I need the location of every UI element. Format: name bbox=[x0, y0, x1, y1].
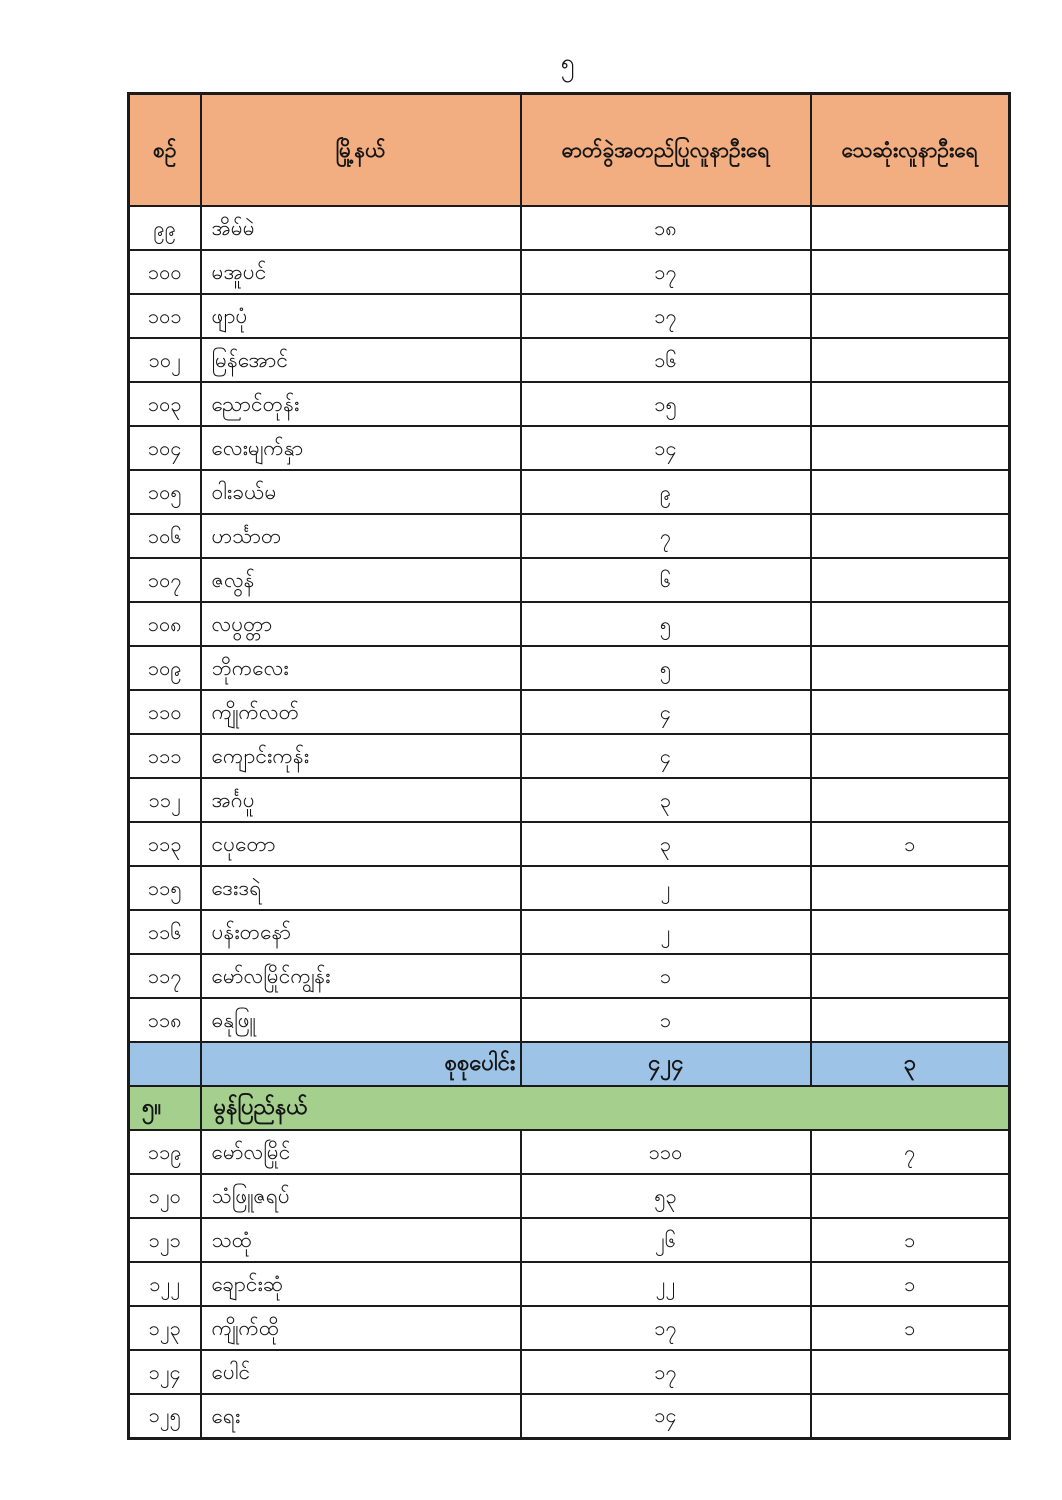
total-row bbox=[129, 1042, 1010, 1086]
serial-cell: ၁၀၆ bbox=[129, 514, 201, 558]
township-cell: သထုံ bbox=[201, 1218, 521, 1262]
confirmed-cell: ၁၈ bbox=[521, 206, 811, 250]
table-row bbox=[129, 822, 1010, 866]
table-row bbox=[129, 690, 1010, 734]
serial-cell: ၁၀၂ bbox=[129, 338, 201, 382]
serial-cell: ၁၂၅ bbox=[129, 1394, 201, 1438]
deaths-cell bbox=[811, 734, 1010, 778]
township-cell: အင်္ဂပူ bbox=[201, 778, 521, 822]
confirmed-cell: ၂၆ bbox=[521, 1218, 811, 1262]
table-row bbox=[129, 1394, 1010, 1438]
deaths-cell bbox=[811, 558, 1010, 602]
township-cell: လေးမျက်နှာ bbox=[201, 426, 521, 470]
deaths-cell bbox=[811, 514, 1010, 558]
township-cell: ကျိုက်လတ် bbox=[201, 690, 521, 734]
confirmed-cell: ၁၇ bbox=[521, 294, 811, 338]
table-header bbox=[129, 94, 1010, 207]
table-row bbox=[129, 734, 1010, 778]
total-empty-cell bbox=[129, 1042, 201, 1086]
deaths-cell bbox=[811, 294, 1010, 338]
header-row bbox=[129, 94, 1010, 207]
serial-cell: ၁၂၄ bbox=[129, 1350, 201, 1394]
serial-cell: ၁၁၇ bbox=[129, 954, 201, 998]
serial-cell: ၁၂၃ bbox=[129, 1306, 201, 1350]
serial-cell: ၁၂၀ bbox=[129, 1174, 201, 1218]
deaths-cell bbox=[811, 998, 1010, 1042]
table-row bbox=[129, 646, 1010, 690]
township-cell: ကျောင်းကုန်း bbox=[201, 734, 521, 778]
table-row bbox=[129, 338, 1010, 382]
deaths-cell bbox=[811, 910, 1010, 954]
deaths-cell: ၁ bbox=[811, 1306, 1010, 1350]
table-row bbox=[129, 294, 1010, 338]
section-title-cell: မွန်ပြည်နယ် bbox=[201, 1086, 1010, 1130]
confirmed-cell: ၄ bbox=[521, 734, 811, 778]
confirmed-cell: ၁၅ bbox=[521, 382, 811, 426]
deaths-cell: ၁ bbox=[811, 1262, 1010, 1306]
table-row bbox=[129, 470, 1010, 514]
confirmed-cell: ၁၄ bbox=[521, 1394, 811, 1438]
serial-cell: ၁၀၉ bbox=[129, 646, 201, 690]
township-cell: ညောင်တုန်း bbox=[201, 382, 521, 426]
confirmed-cell: ၆ bbox=[521, 558, 811, 602]
table-row bbox=[129, 602, 1010, 646]
township-cases-table bbox=[127, 92, 1011, 1440]
section-number-cell: ၅။ bbox=[129, 1086, 201, 1130]
serial-cell: ၁၀၀ bbox=[129, 250, 201, 294]
township-cell: မော်လမြိုင်ကျွန်း bbox=[201, 954, 521, 998]
deaths-cell: ၇ bbox=[811, 1130, 1010, 1174]
deaths-cell bbox=[811, 1350, 1010, 1394]
serial-cell: ၁၁၁ bbox=[129, 734, 201, 778]
serial-cell: ၁၀၄ bbox=[129, 426, 201, 470]
table-row bbox=[129, 1306, 1010, 1350]
township-cell: ဖျာပုံ bbox=[201, 294, 521, 338]
confirmed-cell: ၁၇ bbox=[521, 250, 811, 294]
table-row bbox=[129, 1350, 1010, 1394]
header-confirmed: ဓာတ်ခွဲအတည်ပြုလူနာဦးရေ bbox=[521, 94, 811, 207]
township-cell: လပွတ္တာ bbox=[201, 602, 521, 646]
deaths-cell bbox=[811, 1394, 1010, 1438]
serial-cell: ၁၀၈ bbox=[129, 602, 201, 646]
confirmed-cell: ၅၃ bbox=[521, 1174, 811, 1218]
serial-cell: ၁၀၅ bbox=[129, 470, 201, 514]
confirmed-cell: ၂ bbox=[521, 866, 811, 910]
serial-cell: ၁၀၃ bbox=[129, 382, 201, 426]
deaths-cell bbox=[811, 382, 1010, 426]
township-cell: သံဖြူဇရပ် bbox=[201, 1174, 521, 1218]
township-cell: ဝါးခယ်မ bbox=[201, 470, 521, 514]
deaths-cell: ၁ bbox=[811, 1218, 1010, 1262]
confirmed-cell: ၁၆ bbox=[521, 338, 811, 382]
serial-cell: ၁၁၆ bbox=[129, 910, 201, 954]
confirmed-cell: ၉ bbox=[521, 470, 811, 514]
table-row bbox=[129, 1218, 1010, 1262]
serial-cell: ၁၀၁ bbox=[129, 294, 201, 338]
table-row bbox=[129, 1130, 1010, 1174]
serial-cell: ၁၀၇ bbox=[129, 558, 201, 602]
confirmed-cell: ၅ bbox=[521, 602, 811, 646]
confirmed-cell: ၇ bbox=[521, 514, 811, 558]
serial-cell: ၁၁၀ bbox=[129, 690, 201, 734]
table-row bbox=[129, 1174, 1010, 1218]
township-cell: ပန်းတနော် bbox=[201, 910, 521, 954]
confirmed-cell: ၁ bbox=[521, 998, 811, 1042]
deaths-cell bbox=[811, 250, 1010, 294]
table-row bbox=[129, 778, 1010, 822]
table-row bbox=[129, 998, 1010, 1042]
serial-cell: ၁၁၃ bbox=[129, 822, 201, 866]
deaths-cell bbox=[811, 778, 1010, 822]
serial-cell: ၁၂၁ bbox=[129, 1218, 201, 1262]
confirmed-cell: ၁၇ bbox=[521, 1306, 811, 1350]
total-deaths-cell: ၃ bbox=[811, 1042, 1010, 1086]
township-cell: ငပုတော bbox=[201, 822, 521, 866]
table-row bbox=[129, 250, 1010, 294]
deaths-cell bbox=[811, 954, 1010, 998]
township-cell: ပေါင် bbox=[201, 1350, 521, 1394]
table-row bbox=[129, 866, 1010, 910]
serial-cell: ၁၁၈ bbox=[129, 998, 201, 1042]
deaths-cell bbox=[811, 470, 1010, 514]
table-row bbox=[129, 382, 1010, 426]
table-row bbox=[129, 558, 1010, 602]
section-row bbox=[129, 1086, 1010, 1130]
confirmed-cell: ၂ bbox=[521, 910, 811, 954]
township-cell: အိမ်မဲ bbox=[201, 206, 521, 250]
header-deaths: သေဆုံးလူနာဦးရေ bbox=[811, 94, 1010, 207]
township-cell: ရေး bbox=[201, 1394, 521, 1438]
township-cell: ကျိုက်ထို bbox=[201, 1306, 521, 1350]
deaths-cell: ၁ bbox=[811, 822, 1010, 866]
confirmed-cell: ၃ bbox=[521, 822, 811, 866]
township-cell: ဟင်္သာတ bbox=[201, 514, 521, 558]
page-number: ၅ bbox=[560, 48, 575, 77]
table-row bbox=[129, 1262, 1010, 1306]
township-cell: ဇလွန် bbox=[201, 558, 521, 602]
confirmed-cell: ၃ bbox=[521, 778, 811, 822]
township-cell: ဓနုဖြူ bbox=[201, 998, 521, 1042]
confirmed-cell: ၄ bbox=[521, 690, 811, 734]
confirmed-cell: ၅ bbox=[521, 646, 811, 690]
township-cell: ဒေးဒရဲ bbox=[201, 866, 521, 910]
serial-cell: ၉၉ bbox=[129, 206, 201, 250]
serial-cell: ၁၂၂ bbox=[129, 1262, 201, 1306]
deaths-cell bbox=[811, 602, 1010, 646]
deaths-cell bbox=[811, 690, 1010, 734]
serial-cell: ၁၁၅ bbox=[129, 866, 201, 910]
deaths-cell bbox=[811, 1174, 1010, 1218]
confirmed-cell: ၁ bbox=[521, 954, 811, 998]
deaths-cell bbox=[811, 646, 1010, 690]
township-cell: မြန်အောင် bbox=[201, 338, 521, 382]
serial-cell: ၁၁၂ bbox=[129, 778, 201, 822]
deaths-cell bbox=[811, 338, 1010, 382]
deaths-cell bbox=[811, 426, 1010, 470]
confirmed-cell: ၁၁၀ bbox=[521, 1130, 811, 1174]
header-township: မြို့နယ် bbox=[201, 94, 521, 207]
total-confirmed-cell: ၄၂၄ bbox=[521, 1042, 811, 1086]
confirmed-cell: ၁၇ bbox=[521, 1350, 811, 1394]
serial-cell: ၁၁၉ bbox=[129, 1130, 201, 1174]
township-cell: ချောင်းဆုံ bbox=[201, 1262, 521, 1306]
header-serial: စဉ် bbox=[129, 94, 201, 207]
township-cell: မအူပင် bbox=[201, 250, 521, 294]
table-row bbox=[129, 206, 1010, 250]
deaths-cell bbox=[811, 206, 1010, 250]
deaths-cell bbox=[811, 866, 1010, 910]
confirmed-cell: ၂၂ bbox=[521, 1262, 811, 1306]
township-cell: ဘိုကလေး bbox=[201, 646, 521, 690]
table-body bbox=[129, 206, 1010, 1438]
total-label-cell: စုစုပေါင်း bbox=[201, 1042, 521, 1086]
table-row bbox=[129, 514, 1010, 558]
confirmed-cell: ၁၄ bbox=[521, 426, 811, 470]
table-row bbox=[129, 910, 1010, 954]
table-row bbox=[129, 426, 1010, 470]
table-row bbox=[129, 954, 1010, 998]
township-cell: မော်လမြိုင် bbox=[201, 1130, 521, 1174]
